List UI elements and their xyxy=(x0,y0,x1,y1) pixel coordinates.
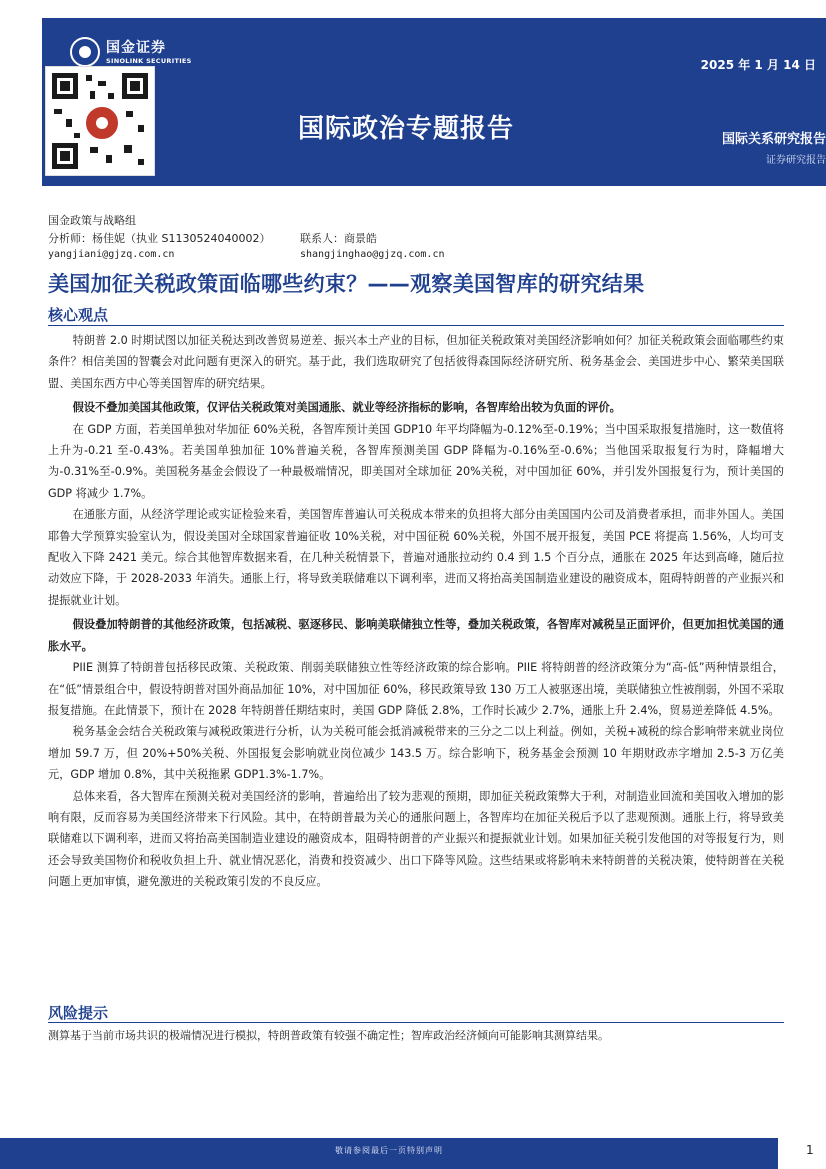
body-paragraph-gdp: 在 GDP 方面，若美国单独对华加征 60%关税，各智库预计美国 GDP10 年平均降幅为-0.12%至-0.19%；当中国采取报复措施时，这一数值将上升为-0.21 至-0.43%。若美国单独加征 10%普遍关税，各智库预测美国 GDP 降幅为-0.16%至-0.6%；当他国采取报复行为时，降幅增大为-0.31%至-0.9%。美国税务基金会假设了一种最极端情况，即美国对全球加征 20%关税，对中国加征 60%，并引发外国报复行为，预计美国的 GDP 将减少 1.7%。 xyxy=(48,422,784,500)
body-paragraph-tax-foundation: 税务基金会结合关税政策与减税政策进行分析，认为关税可能会抵消减税带来的三分之二以上利益。例如，关税+减税的综合影响带来就业岗位增加 59.7 万，但 20%+50%关税、外国报复会影响就业岗位减少 143.5 万。综合影响下，税务基金会预测 10 年期财政赤字增加 2.5-3 万亿美元，GDP 增加 0.8%，其中关税拖累 GDP1.3%-1.7%。 xyxy=(48,725,784,782)
logo-emblem-icon xyxy=(70,37,100,67)
risk-heading: 风险提示 xyxy=(48,1004,109,1022)
header-banner xyxy=(42,18,826,186)
body-paragraph-piie: PIIE 测算了特朗普包括移民政策、关税政策、削弱美联储独立性等经济政策的综合影响。PIIE 将特朗普的经济政策分为“高-低”两种情景组合，在“低”情景组合中，假设特朗普对国外商品加征 10%，对中国加征 60%，移民政策导致 130 万工人被驱逐出境，美联储独立性被削弱，外国不采取报复措施。在此情景下，预计在 2028 年特朗普任期结束时，美国 GDP 降低 2.8%，工作时长减少 2.7%，通胀上升 2.4%，贸易逆差降低 4.5%。 xyxy=(48,661,784,717)
report-date: 2025 年 1 月 14 日 xyxy=(700,58,816,72)
core-views-body xyxy=(48,330,784,893)
footer-disclaimer-link[interactable]: 敬请参阅最后一页特别声明 xyxy=(335,1146,443,1155)
contact-email-link[interactable]: shangjinghao@gjzq.com.cn xyxy=(300,249,445,260)
analyst-name: 分析师：杨佳妮（执业 S1130524040002） xyxy=(48,232,271,245)
body-paragraph-intro: 特朗普 2.0 时期试图以加征关税达到改善贸易逆差、振兴本土产业的目标，但加征关税政策对美国经济影响如何？加征关税政策会面临哪些约束条件？相信美国的智囊会对此问题有更深入的研究。基于此，我们选取研究了包括彼得森国际经济研究所、税务基金会、美国进步中心、繁荣美国联盟、美国东西方中心等美国智库的研究结果。 xyxy=(48,334,784,390)
section-divider xyxy=(48,1022,784,1023)
analyst-email-link[interactable]: yangjiani@gjzq.com.cn xyxy=(48,249,175,260)
section-divider xyxy=(48,325,784,326)
report-headline: 美国加征关税政策面临哪些约束？——观察美国智库的研究结果 xyxy=(48,272,645,296)
research-group: 国金政策与战略组 xyxy=(48,214,136,227)
logo-chinese-name: 国金证券 xyxy=(106,40,166,56)
body-paragraph-summary: 总体来看，各大智库在预测关税对美国经济的影响，普遍给出了较为悲观的预期，即加征关税政策弊大于利，对制造业回流和美国收入增加的影响有限，反而容易为美国经济带来下行风险。其中，在特朗普最为关心的通胀问题上，各智库均在加征关税后予以了悲观预测。通胀上行，将导致美联储难以下调利率，进而又将抬高美国制造业建设的融资成本，阻碍特朗普的产业振兴和提振就业计划。如果加征关税引发他国的对等报复行为，则还会导致美国物价和税收负担上升、就业情况恶化，消费和投资减少、出口下降等风险。这些结果或将影响未来特朗普的关税决策，使特朗普在关税问题上更加审慎，避免激进的关税政策引发的不良反应。 xyxy=(48,789,784,889)
qr-logo-icon xyxy=(84,105,120,141)
logo-english-name: SINOLINK SECURITIES xyxy=(106,57,192,65)
body-paragraph-inflation: 在通胀方面，从经济学理论或实证检验来看，美国智库普遍认可关税成本带来的负担将大部分由美国国内公司及消费者承担，而非外国人。美国耶鲁大学预算实验室认为，假设美国对全球国家普遍征收 10%关税，对中国征税 60%关税，外国不展开报复，美国 PCE 将提高 1.56%，人均可支配收入下降 2421 美元。综合其他智库数据来看，在几种关税情景下，普遍对通胀拉动约 0.4 到 1.5 个百分点，通胀在 2025 年达到高峰，随后拉动效应下降，于 2028-2033 年消失。通胀上行，将导致美联储难以下调利率，进而又将抬高美国制造业建设的融资成本，阻碍特朗普的产业振兴和提振就业计划。 xyxy=(48,508,784,607)
qr-code[interactable] xyxy=(45,66,155,176)
body-paragraph-lead: 假设叠加特朗普的其他经济政策，包括减税、驱逐移民、影响美联储独立性等，叠加关税政策，各智库对减税呈正面评价，但更加担忧美国的通胀水平。 xyxy=(48,618,784,653)
report-category: 国际关系研究报告 xyxy=(721,132,826,147)
report-type-title: 国际政治专题报告 xyxy=(298,114,515,144)
page-number: 1 xyxy=(806,1143,814,1157)
body-paragraph-lead: 假设不叠加美国其他政策，仅评估关税政策对美国通胀、就业等经济指标的影响，各智库给出较为负面的评价。 xyxy=(72,401,621,415)
core-views-heading: 核心观点 xyxy=(48,306,109,324)
report-subcategory: 证券研究报告 xyxy=(766,155,826,166)
contact-name: 联系人：商景皓 xyxy=(300,232,377,245)
risk-text: 测算基于当前市场共识的极端情况进行模拟，特朗普政策有较强不确定性；智库政治经济倾向可能影响其测算结果。 xyxy=(48,1029,609,1042)
